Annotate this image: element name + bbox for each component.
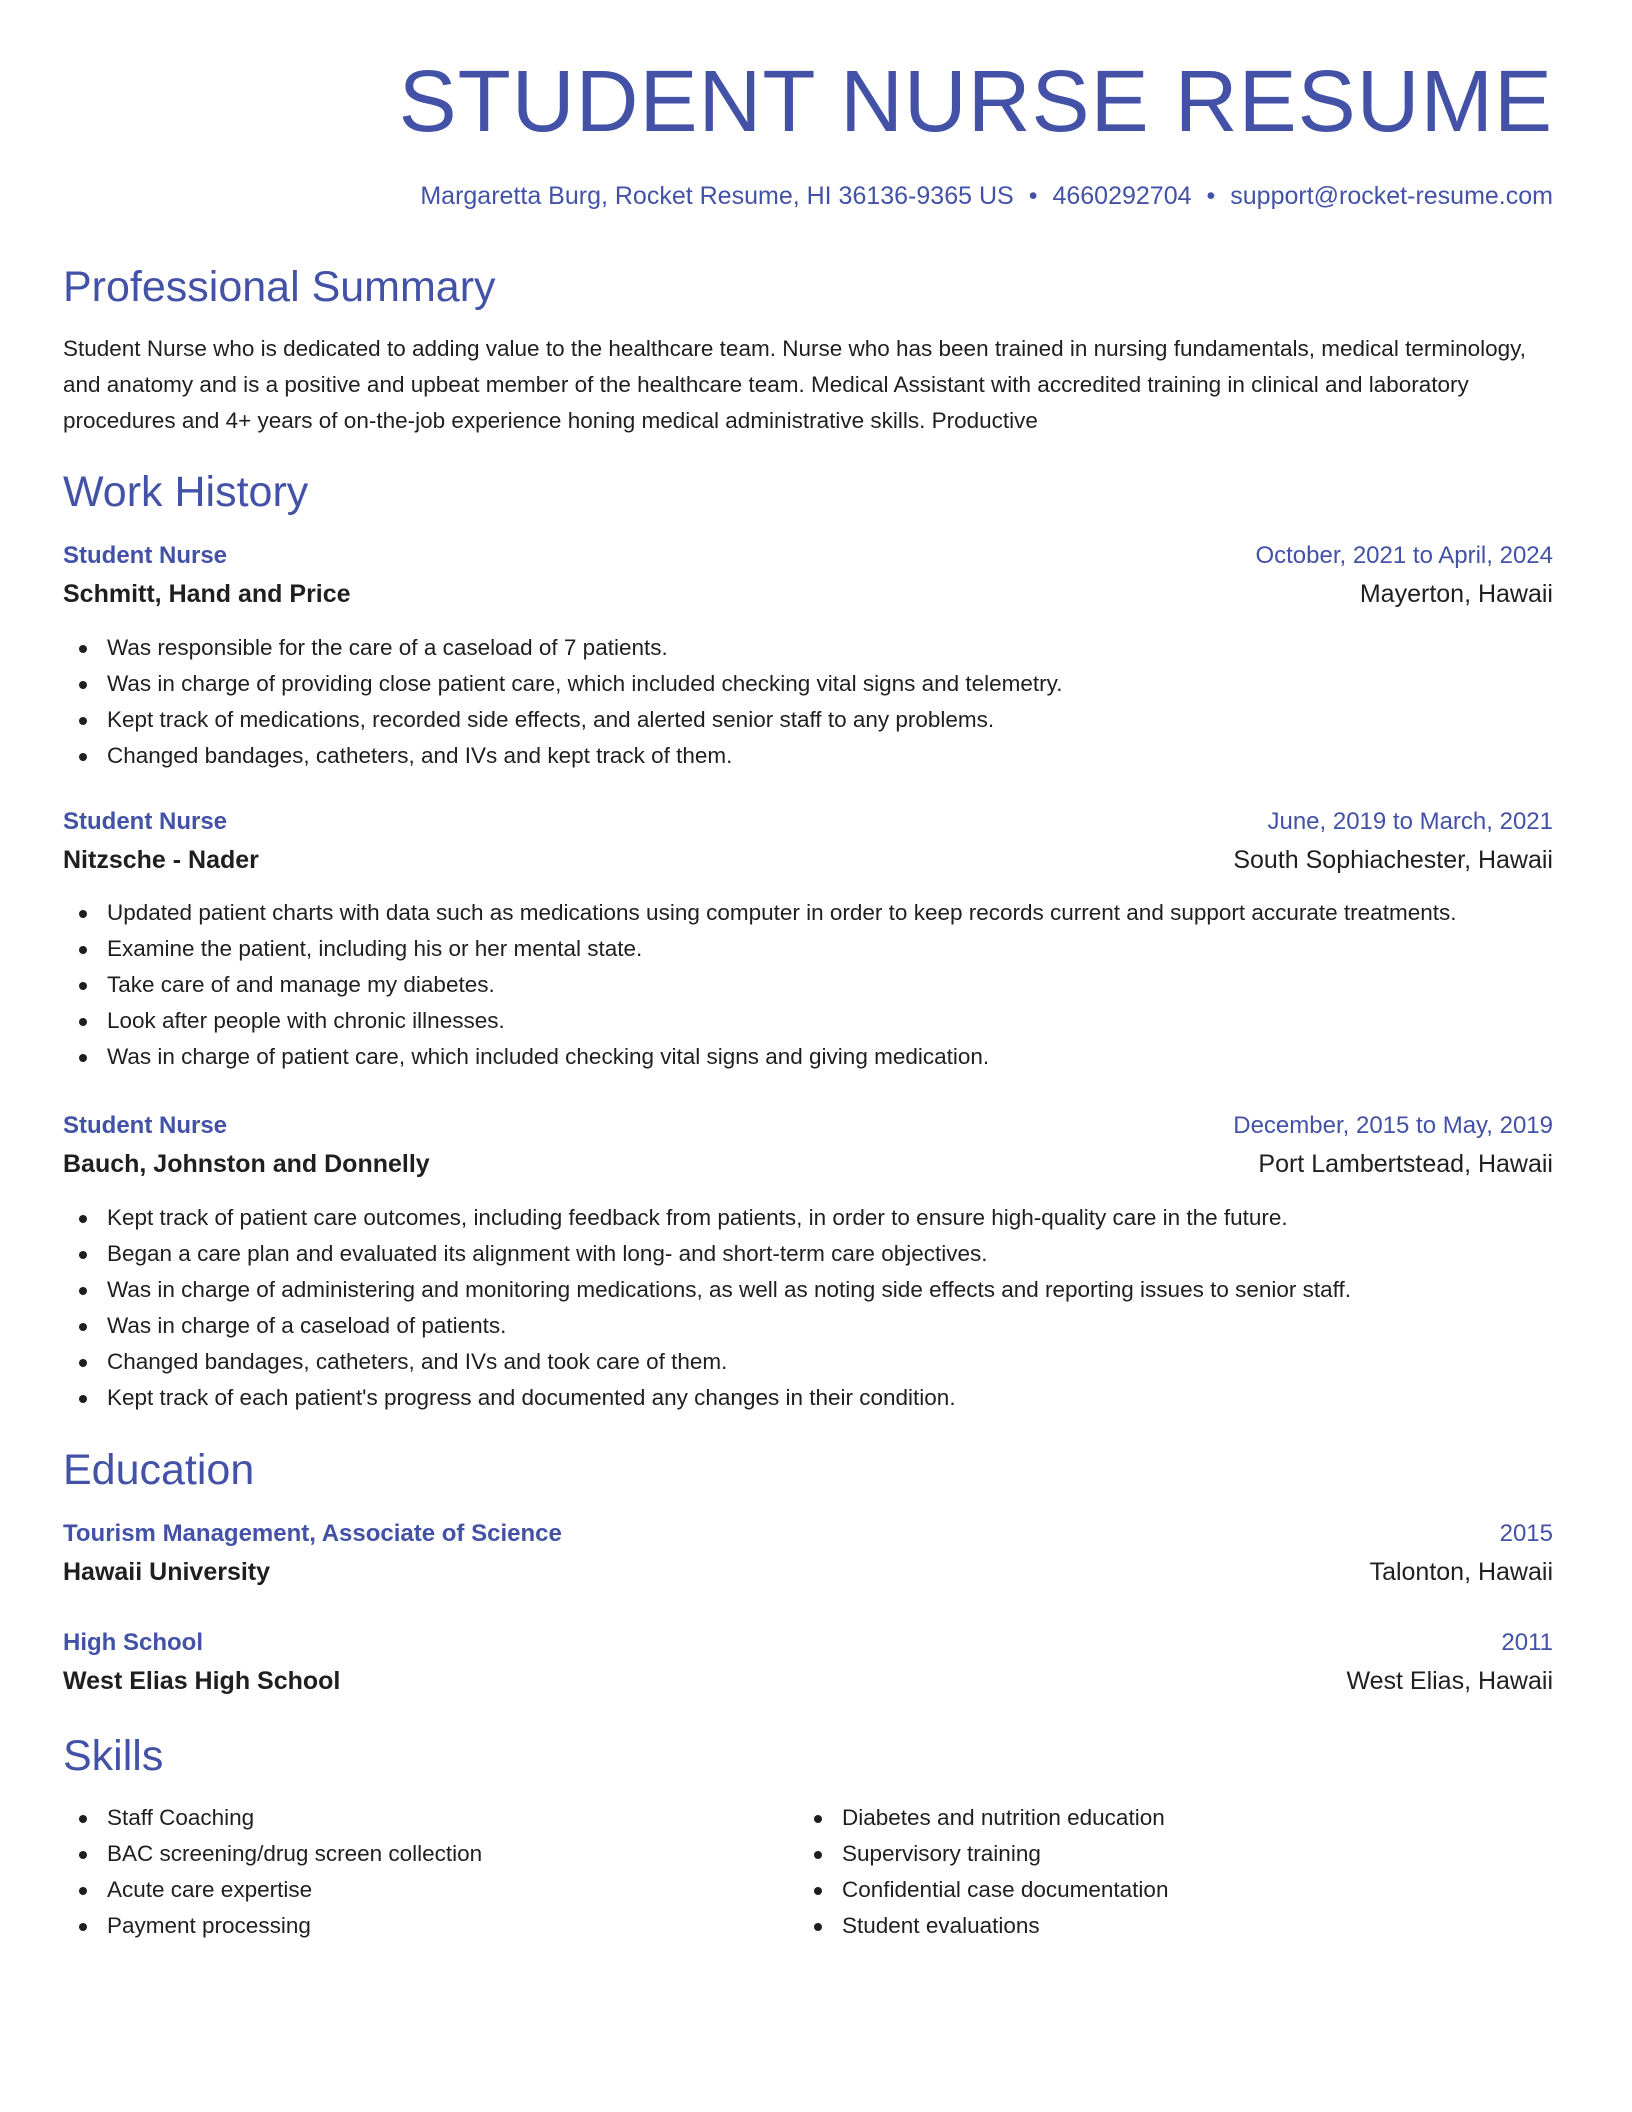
education-location: Talonton, Hawaii <box>1369 1558 1553 1586</box>
education-entry-header <box>63 1625 1553 1697</box>
list-item: Take care of and manage my diabetes. <box>63 967 1553 1003</box>
list-item: Look after people with chronic illnesses. <box>63 1003 1553 1039</box>
skills-list-left <box>63 1800 763 1944</box>
bullet-icon <box>79 910 87 918</box>
education-school: Hawaii University <box>63 1558 271 1586</box>
list-item: Examine the patient, including his or her mental state. <box>63 931 1553 967</box>
bullet-icon <box>79 1851 87 1859</box>
job-duties-list <box>63 895 1553 1075</box>
skills-list-right <box>798 1800 1498 1944</box>
list-item: Was responsible for the care of a caseload of 7 patients. <box>63 630 1553 666</box>
bullet-icon <box>814 1815 822 1823</box>
summary-text: Student Nurse who is dedicated to adding value to the healthcare team. Nurse who has been trained in nursing fundamentals, medical terminology, and anatomy and is a positive and upbeat member of the healthcare team. Medical Assistant with accredited training in clinical and laboratory procedures and 4+ years of on-the-job experience honing medical administrative skills. Productive <box>63 336 1526 433</box>
list-item: Updated patient charts with data such as medications using computer in order to keep records current and support accurate treatments. <box>63 895 1553 931</box>
job-entry-header <box>63 538 1553 610</box>
bullet-icon <box>79 1018 87 1026</box>
education-entry-header <box>63 1516 1553 1588</box>
contact-separator: • <box>1206 182 1216 210</box>
education-degree: High School <box>63 1629 203 1656</box>
education-heading: Education <box>63 1446 255 1494</box>
list-item: Changed bandages, catheters, and IVs and kept track of them. <box>63 738 1553 774</box>
bullet-icon <box>79 1395 87 1403</box>
education-year: 2011 <box>1501 1629 1553 1656</box>
bullet-icon <box>79 1887 87 1895</box>
list-item: Kept track of medications, recorded side effects, and alerted senior staff to any problems. <box>63 702 1553 738</box>
contact-address: Margaretta Burg, Rocket Resume, HI 36136-9365 US <box>420 182 1014 210</box>
bullet-icon <box>79 1323 87 1331</box>
list-item: Kept track of patient care outcomes, including feedback from patients, in order to ensure high-quality care in the future. <box>63 1200 1553 1236</box>
bullet-icon <box>79 645 87 653</box>
resume-title: STUDENT NURSE RESUME <box>398 53 1553 150</box>
list-item: Was in charge of patient care, which included checking vital signs and giving medication. <box>63 1039 1553 1075</box>
contact-phone: 4660292704 <box>1052 182 1192 210</box>
list-item: Was in charge of administering and monitoring medications, as well as noting side effects and reporting issues to senior staff. <box>63 1272 1553 1308</box>
job-location: Mayerton, Hawaii <box>1359 580 1553 608</box>
bullet-icon <box>814 1887 822 1895</box>
bullet-icon <box>79 1287 87 1295</box>
bullet-icon <box>79 681 87 689</box>
contact-line <box>420 178 1553 214</box>
job-employer: Bauch, Johnston and Donnelly <box>63 1150 430 1178</box>
skill-item: Student evaluations <box>798 1908 1498 1944</box>
bullet-icon <box>79 1923 87 1931</box>
job-location: Port Lambertstead, Hawaii <box>1258 1150 1553 1178</box>
contact-separator: • <box>1028 182 1038 210</box>
list-item: Was in charge of providing close patient care, which included checking vital signs and telemetry. <box>63 666 1553 702</box>
job-dates: October, 2021 to April, 2024 <box>1255 542 1553 569</box>
list-item: Changed bandages, catheters, and IVs and took care of them. <box>63 1344 1553 1380</box>
bullet-icon <box>814 1851 822 1859</box>
bullet-icon <box>814 1923 822 1931</box>
job-dates: December, 2015 to May, 2019 <box>1233 1112 1553 1139</box>
education-degree: Tourism Management, Associate of Science <box>63 1520 562 1547</box>
list-item: Kept track of each patient's progress and documented any changes in their condition. <box>63 1380 1553 1416</box>
skill-item: BAC screening/drug screen collection <box>63 1836 763 1872</box>
skill-item: Staff Coaching <box>63 1800 763 1836</box>
job-duties-list <box>63 1200 1553 1416</box>
job-title: Student Nurse <box>63 542 228 569</box>
job-location: South Sophiachester, Hawaii <box>1233 846 1553 874</box>
job-employer: Schmitt, Hand and Price <box>63 580 351 608</box>
bullet-icon <box>79 1215 87 1223</box>
bullet-icon <box>79 982 87 990</box>
summary-heading: Professional Summary <box>63 263 496 311</box>
job-title: Student Nurse <box>63 808 228 835</box>
bullet-icon <box>79 1815 87 1823</box>
bullet-icon <box>79 1251 87 1259</box>
skill-item: Acute care expertise <box>63 1872 763 1908</box>
contact-email[interactable]: support@rocket-resume.com <box>1230 182 1553 210</box>
bullet-icon <box>79 1359 87 1367</box>
education-year: 2015 <box>1499 1520 1553 1547</box>
bullet-icon <box>79 1054 87 1062</box>
skill-item: Confidential case documentation <box>798 1872 1498 1908</box>
job-employer: Nitzsche - Nader <box>63 846 259 874</box>
list-item: Began a care plan and evaluated its alignment with long- and short-term care objectives. <box>63 1236 1553 1272</box>
job-title: Student Nurse <box>63 1112 228 1139</box>
bullet-icon <box>79 946 87 954</box>
skill-item: Diabetes and nutrition education <box>798 1800 1498 1836</box>
education-location: West Elias, Hawaii <box>1346 1667 1553 1695</box>
job-entry-header <box>63 804 1553 876</box>
work-history-heading: Work History <box>63 468 309 516</box>
skill-item: Supervisory training <box>798 1836 1498 1872</box>
job-duties-list <box>63 630 1553 774</box>
bullet-icon <box>79 717 87 725</box>
skills-heading: Skills <box>63 1732 164 1780</box>
job-dates: June, 2019 to March, 2021 <box>1267 808 1553 835</box>
list-item: Was in charge of a caseload of patients. <box>63 1308 1553 1344</box>
job-entry-header <box>63 1108 1553 1180</box>
education-school: West Elias High School <box>63 1667 341 1695</box>
skill-item: Payment processing <box>63 1908 763 1944</box>
bullet-icon <box>79 753 87 761</box>
